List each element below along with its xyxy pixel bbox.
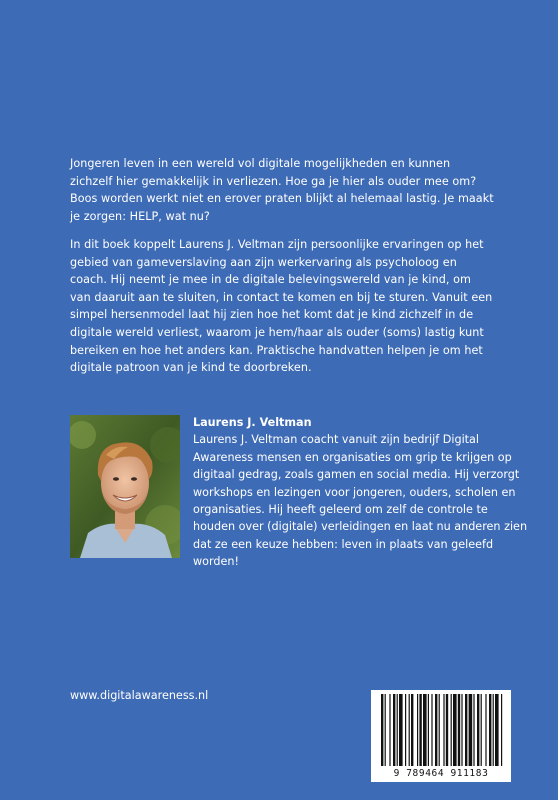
author-bio-text: Laurens J. Veltman coacht vanuit zijn bedrijf Digital Awareness mensen en organisaties om grip te krijgen op digitaal gedrag, zoals gamen en social media. Hij verzorgt workshops en lezingen voor jongeren, ouders, scholen en organisaties. Hij heeft geleerd om zelf de controle te houden over (digitale) verleidingen en laat nu anderen zien dat ze een keuze hebben: leven in plaats van geleefd worden! (193, 433, 528, 569)
intro-paragraph-2: In dit boek koppelt Laurens J. Veltman zijn persoonlijke ervaringen op het gebied van gameverslaving aan zijn werkervaring als psycholoog en coach. Hij neemt je mee in de digitale belevingswereld van je kind, om van daaruit aan te sluiten, in contact te komen en bij te sturen. Vanuit een simpel hersenmodel laat hij zien hoe het komt dat je kind zichzelf in de digitale wereld verliest, waarom je hem/haar als ouder (soms) lastig kunt bereiken en hoe het anders kan. Praktische handvatten helpen je om het digitale patroon van je kind te doorbreken. (70, 238, 493, 375)
intro-paragraph-1: Jongeren leven in een wereld vol digitale mogelijkheden en kunnen zichzelf hier gemakkelijk in verliezen. Hoe ga je hier als ouder mee om? Boos worden werkt niet en erover praten blijkt al helemaal lastig. Je maakt je zorgen: HELP, wat nu? (70, 157, 494, 223)
author-bio (193, 414, 528, 571)
isbn-number: 9 789464 911183 (393, 768, 489, 779)
author-portrait-image (70, 415, 180, 558)
author-photo (70, 415, 180, 558)
barcode-bars-icon (371, 690, 511, 768)
author-name: Laurens J. Veltman (193, 416, 312, 429)
website-url: www.digitalawareness.nl (70, 689, 209, 702)
isbn-barcode (371, 690, 511, 782)
